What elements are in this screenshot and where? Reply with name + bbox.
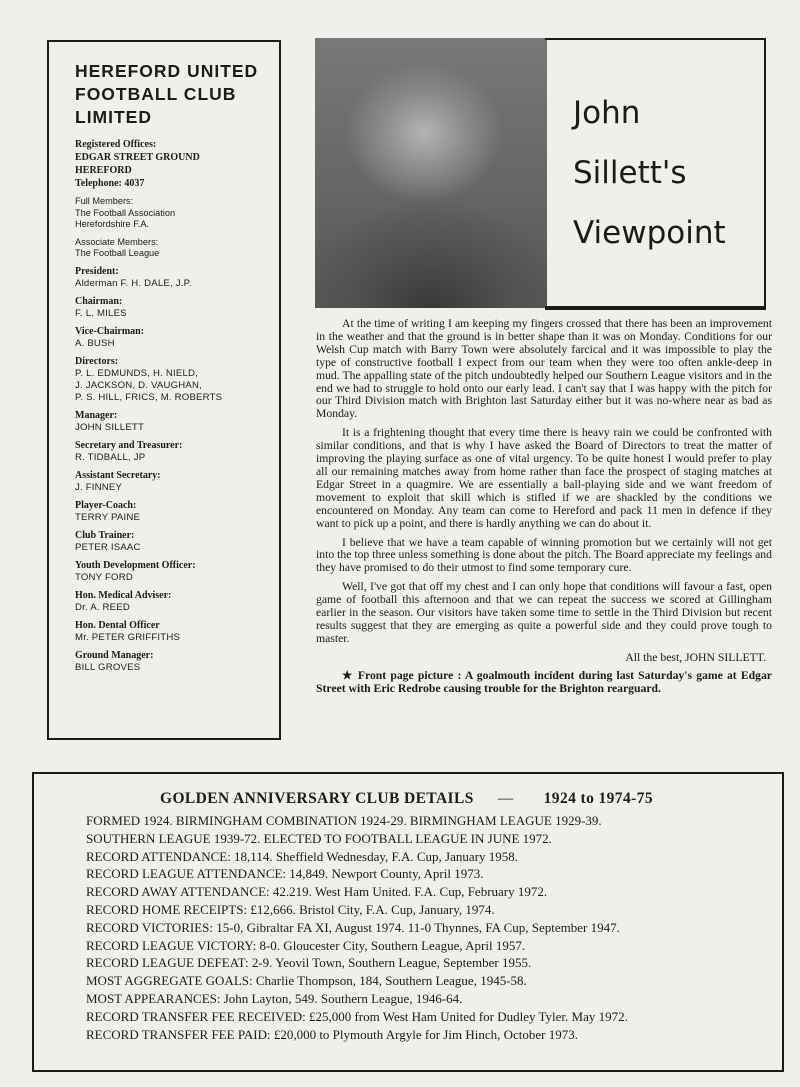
official-name: J. JACKSON, D. VAUGHAN, [75,379,203,391]
official-name: A. BUSH [75,337,115,349]
official-role: Club Trainer: [75,529,135,541]
official-secretary [75,440,265,464]
manager-photo [315,38,547,308]
registered-offices [75,138,265,190]
feature-title-line: Viewpoint [573,215,726,251]
official-name: TONY FORD [75,571,133,583]
record-line: RECORD AWAY ATTENDANCE: 42.219. West Ham United. F.A. Cup, February 1972. [86,884,548,900]
registered-offices-label: Registered Offices: [75,139,157,150]
title-divider [545,308,766,310]
heading-dash: — [497,790,514,807]
article-paragraph: At the time of writing I am keeping my fingers crossed that there has been an improvement in the weather and that the ground is in better shape than it was on Monday. Conditions for our Welsh Cup match with Barry Town were absolutely farcical and it was impossible to play the type of constructive football I expect from our team when they were too often ankle-deep in mud. The appalling state of the pitch undoubtedly helped our Southern League visitors and in the end we had to struggle to hold onto our early lead. I can't say that I was happy with the pitch for our Third Division match with Brighton last Saturday either but it was no-where near as bad as Monday. [316,317,772,421]
official-name: P. S. HILL, FRICS, M. ROBERTS [75,391,223,403]
official-directors [75,356,265,404]
official-role: Player-Coach: [75,499,137,511]
official-dental-officer [75,620,265,644]
official-name: J. FINNEY [75,481,123,493]
full-member: Herefordshire F.A. [75,219,150,229]
record-line: SOUTHERN LEAGUE 1939-72. ELECTED TO FOOTBALL LEAGUE IN JUNE 1972. [86,830,552,846]
feature-title-line: John [573,95,641,131]
official-name: PETER ISAAC [75,541,141,553]
record-line: RECORD LEAGUE ATTENDANCE: 14,849. Newport County, April 1973. [86,866,484,882]
record-line: RECORD LEAGUE DEFEAT: 2-9. Yeovil Town, Southern League, September 1955. [86,955,532,971]
anniversary-title: GOLDEN ANNIVERSARY CLUB DETAILS [160,790,474,807]
official-assistant-secretary [75,470,265,494]
article-body [316,318,772,701]
official-role: Directors: [75,355,119,367]
official-chairman [75,296,265,320]
record-line: RECORD ATTENDANCE: 18,114. Sheffield Wednesday, F.A. Cup, January 1958. [86,848,518,864]
feature-title-line: Sillett's [573,155,687,191]
telephone: Telephone: 4037 [75,178,145,189]
article-paragraph: I believe that we have a team capable of winning promotion but we certainly will not get into the top three unless something is done about the pitch. The Board appreciate my feelings and they have promised to do their utmost to find some temporary cure. [316,535,772,575]
anniversary-years: 1924 to 1974-75 [543,790,653,807]
official-role: Youth Development Officer: [75,559,196,571]
official-club-trainer [75,530,265,554]
official-vice-chairman [75,326,265,350]
official-manager [75,410,265,434]
official-role: Hon. Dental Officer [75,619,160,631]
anniversary-box [32,772,784,1072]
official-role: Manager: [75,409,118,421]
official-youth-development [75,560,265,584]
record-line: RECORD TRANSFER FEE RECEIVED: £25,000 from West Ham United for Dudley Tyler. May 1972. [86,1008,628,1024]
article-paragraph: Well, I've got that off my chest and I can only hope that conditions will favour a fast, open game of football this afternoon and that we can repeat the success we scored at Gillingham earlier in the season. Our visitors have taken some time to settle in the Third Division but recent results suggest that they are emerging as quite a powerful side and they could prove tough to master. [316,580,772,645]
club-title-line: FOOTBALL CLUB [75,84,237,104]
official-name: Mr. PETER GRIFFITHS [75,631,181,643]
official-name: R. TIDBALL, JP [75,451,146,463]
official-name: F. L. MILES [75,307,127,319]
official-player-coach [75,500,265,524]
official-name: TERRY PAINE [75,511,141,523]
feature-title-box [545,38,766,308]
full-members-label: Full Members: [75,196,134,206]
photo-caption: ★ Front page picture : A goalmouth incident during last Saturday's game at Edgar Street with Eric Redrobe causing trouble for the Brighton rearguard. [316,668,772,695]
record-line: RECORD VICTORIES: 15-0, Gibraltar FA XI, August 1974. 11-0 Thynnes, FA Cup, September 1947. [86,919,620,935]
record-line: FORMED 1924. BIRMINGHAM COMBINATION 1924-29. BIRMINGHAM LEAGUE 1929-39. [86,813,602,828]
record-line: RECORD TRANSFER FEE PAID: £20,000 to Plymouth Argyle for Jim Hinch, October 1973. [86,1026,578,1042]
full-member: The Football Association [75,207,176,218]
record-line: MOST AGGREGATE GOALS: Charlie Thompson, 184, Southern League, 1945-58. [86,973,527,989]
official-role: Vice-Chairman: [75,325,145,337]
official-name: JOHN SILLETT [75,421,145,433]
club-title-line: LIMITED [75,107,152,127]
official-name: BILL GROVES [75,661,141,673]
record-line: MOST APPEARANCES: John Layton, 549. Southern League, 1946-64. [86,990,463,1006]
associate-members-label: Associate Members: [75,236,159,247]
official-name: P. L. EDMUNDS, H. NIELD, [75,367,198,379]
associate-member: The Football League [75,248,160,258]
official-president [75,266,265,290]
official-role: President: [75,265,119,277]
ground-name: EDGAR STREET GROUND [75,152,200,163]
article-paragraph: It is a frightening thought that every time there is heavy rain we could be confronted with similar conditions, and that is why I have asked the Board of Directors to treat the matter of improving the playing surface as one of vital urgency. To be quite honest I would prefer to play all our remaining matches away from home rather than face the prospect of staging matches at Edgar Street in a quagmire. We are essentially a ball-playing side and we want freedom of movement to exploit that skill which is stifled if we are shackled by the conditions we encountered on Monday. Any team can come to Hereford and pack 11 men in defence if they want to pick up a point, and there is hardly anything we can do about it. [316,426,772,530]
official-ground-manager [75,650,265,674]
official-role: Ground Manager: [75,649,154,661]
official-role: Chairman: [75,295,123,307]
club-title-line: HEREFORD UNITED [75,61,259,81]
official-name: Alderman F. H. DALE, J.P. [75,277,192,289]
club-info-box [47,40,281,740]
official-medical-adviser [75,590,265,614]
record-line: RECORD HOME RECEIPTS: £12,666. Bristol City, F.A. Cup, January, 1974. [86,901,495,917]
record-line: RECORD LEAGUE VICTORY: 8-0. Gloucester City, Southern League, April 1957. [86,937,526,953]
associate-members [75,237,265,260]
official-role: Assistant Secretary: [75,469,161,481]
official-name: Dr. A. REED [75,601,130,613]
article-signoff: All the best, JOHN SILLETT. [625,650,766,664]
town-name: HEREFORD [75,165,132,176]
full-members [75,196,265,231]
club-title [75,60,265,129]
official-role: Secretary and Treasurer: [75,439,183,451]
official-role: Hon. Medical Adviser: [75,589,172,601]
anniversary-heading [86,790,782,808]
